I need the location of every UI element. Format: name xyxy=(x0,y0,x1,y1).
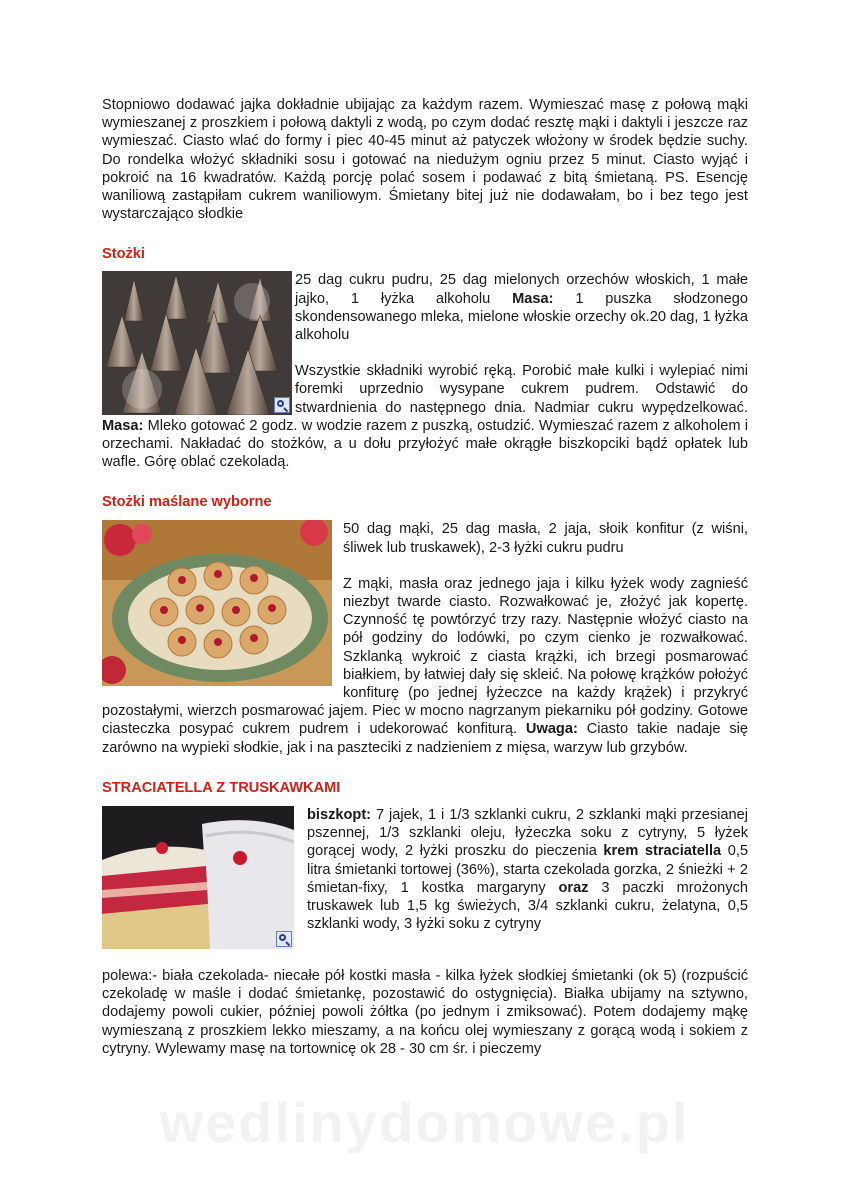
recipe-straciatella xyxy=(102,806,748,1058)
oraz-text: 3 paczki mrożonych truskawek lub 1,5 kg świeżych, 3/4 szklanki cukru, żelatyna, 0,5 szklanki wody, 3 łyżki soku z cytryny xyxy=(307,879,748,933)
recipe-stozki-maslane xyxy=(102,520,748,756)
stozki-masa-text: 1 puszka słodzonego skondensowanego mleka, mielone włoskie orzechy ok.20 dag, 1 łyżka alkoholu xyxy=(295,290,748,344)
zoom-icon[interactable] xyxy=(274,397,290,413)
masa-label-2: Masa: xyxy=(102,417,144,434)
straciatella-method: polewa:- biała czekolada- niecałe pół kostki masła - kilka łyżek słodkiej śmietanki (ok 5) (rozpuścić czekoladę w maśle i dodać śmietankę, pozostawić do ostygnięcia). Białka ubijamy na sztywno, dodajemy powoli cukier, później powoli żółtka (po jednym i zmiksować). Potem dodajemy mąkę wymieszaną z proszkiem lekko mieszamy, a na końcu olej wymieszany z gorącą wodą i sokiem z cytryny. Wylewamy masę na tortownicę ok 28 - 30 cm śr. i pieczemy xyxy=(102,967,748,1057)
masa-label: Masa: xyxy=(512,290,554,307)
intro-paragraph: Stopniowo dodawać jajka dokładnie ubijając za każdym razem. Wymieszać masę z połową mąki wymieszanej z proszkiem i połową daktyli z wodą, po czym dodać resztę mąki i daktyli i jeszcze raz wymieszać. Ciasto wlać do formy i piec 40-45 minut aż patyczek włożony w środek będzie suchy. Do rondelka włożyć składniki sosu i gotować na niedużym ogniu przez 5 minut. Ciasto wyjąć i pokroić na 16 kwadratów. Każdą porcję polać sosem i podawać z bitą śmietaną. PS. Esencję waniliową zastąpiłam cukrem waniliowym. Śmietany bitej już nie dodawałam, bo i bez tego jest wystarczająco słodkie xyxy=(102,97,748,223)
oraz-label: oraz xyxy=(558,879,589,896)
stozki-ingredients-text: 25 dag cukru pudru, 25 dag mielonych orzechów włoskich, 1 małe jajko, 1 łyżka alkoholu xyxy=(295,272,748,307)
biszkopt-text: 7 jajek, 1 i 1/3 szklanki cukru, 2 szklanki mąki przesianej pszennej, 1/3 szklanki oleju, łyżeczka soku z cytryny, 5 łyżek gorącej wody, 2 łyżki proszku do pieczenia xyxy=(307,806,748,860)
recipe-stozki xyxy=(102,271,748,471)
stozki-method-text: Wszystkie składniki wyrobić ręką. Porobić małe kulki i wylepiać nimi foremki uprzednio wysypane cukrem pudrem. Odstawić do stwardnienia do następnego dnia. Nadmiar cukru wypędzelkować. xyxy=(295,363,748,416)
recipe-title-straciatella: STRACIATELLA Z TRUSKAWKAMI xyxy=(102,779,341,796)
watermark: wedlinydomowe.pl xyxy=(159,1091,690,1154)
document-page xyxy=(102,96,748,1058)
krem-label: krem straciatella xyxy=(603,843,722,860)
straciatella-photo xyxy=(102,806,294,949)
stozki-maslane-photo xyxy=(102,520,332,686)
uwaga-label: Uwaga: xyxy=(525,721,578,738)
recipe-title-stozki-maslane: Stożki maślane wyborne xyxy=(102,494,272,511)
recipe-title-stozki: Stożki xyxy=(102,246,145,263)
zoom-icon-2[interactable] xyxy=(276,931,292,947)
krem-text: 0,5 litra śmietanki tortowej (36%), starta czekolada gorzka, 2 śnieżki + 2 śmietan-fixy, 1 kostka margaryny xyxy=(307,843,748,896)
stozki-maslane-note: Ciasto takie nadaje się zarówno na wypieki słodkie, jak i na paszteciki z nadzieniem z mięsa, warzyw lub grzybów. xyxy=(102,721,749,756)
stozki-maslane-method-text: Z mąki, masła oraz jednego jaja i kilku łyżek wody zagnieść niezbyt twarde ciasto. Rozwałkować je, złożyć jak kopertę. Czynność tę powtórzyć trzy razy. Następnie włożyć ciasto na pół godziny do lodówki, po czym cienko je rozwałkować. Szklanką wykroić z ciasta krążki, ich brzegi posmarować białkiem, by łatwiej dały się skleić. Na połowę krążków położyć konfiturę (po jednej łyżeczce na każdy krążek) i przykryć pozostałymi, wierzch posmarować jajem. Piec w mocno nagrzanym piekarniku pół godziny. Gotowe ciasteczka posypać cukrem pudrem i udekorować konfiturą. xyxy=(102,575,748,738)
stozki-maslane-ingredients: 50 dag mąki, 25 dag masła, 2 jaja, słoik konfitur (z wiśni, śliwek lub truskawek), 2-3 łyżki cukru pudru xyxy=(343,521,748,556)
biszkopt-label: biszkopt: xyxy=(307,806,372,823)
stozki-masa-method-text: Mleko gotować 2 godz. w wodzie razem z puszką, ostudzić. Wymieszać razem z alkoholem i orzechami. Nakładać do stożków, a u dołu przyłożyć małe okrągłe biszkopciki bądź opłatek lub wafle. Górę oblać czekoladą. xyxy=(102,417,748,471)
stozki-photo xyxy=(102,271,292,415)
